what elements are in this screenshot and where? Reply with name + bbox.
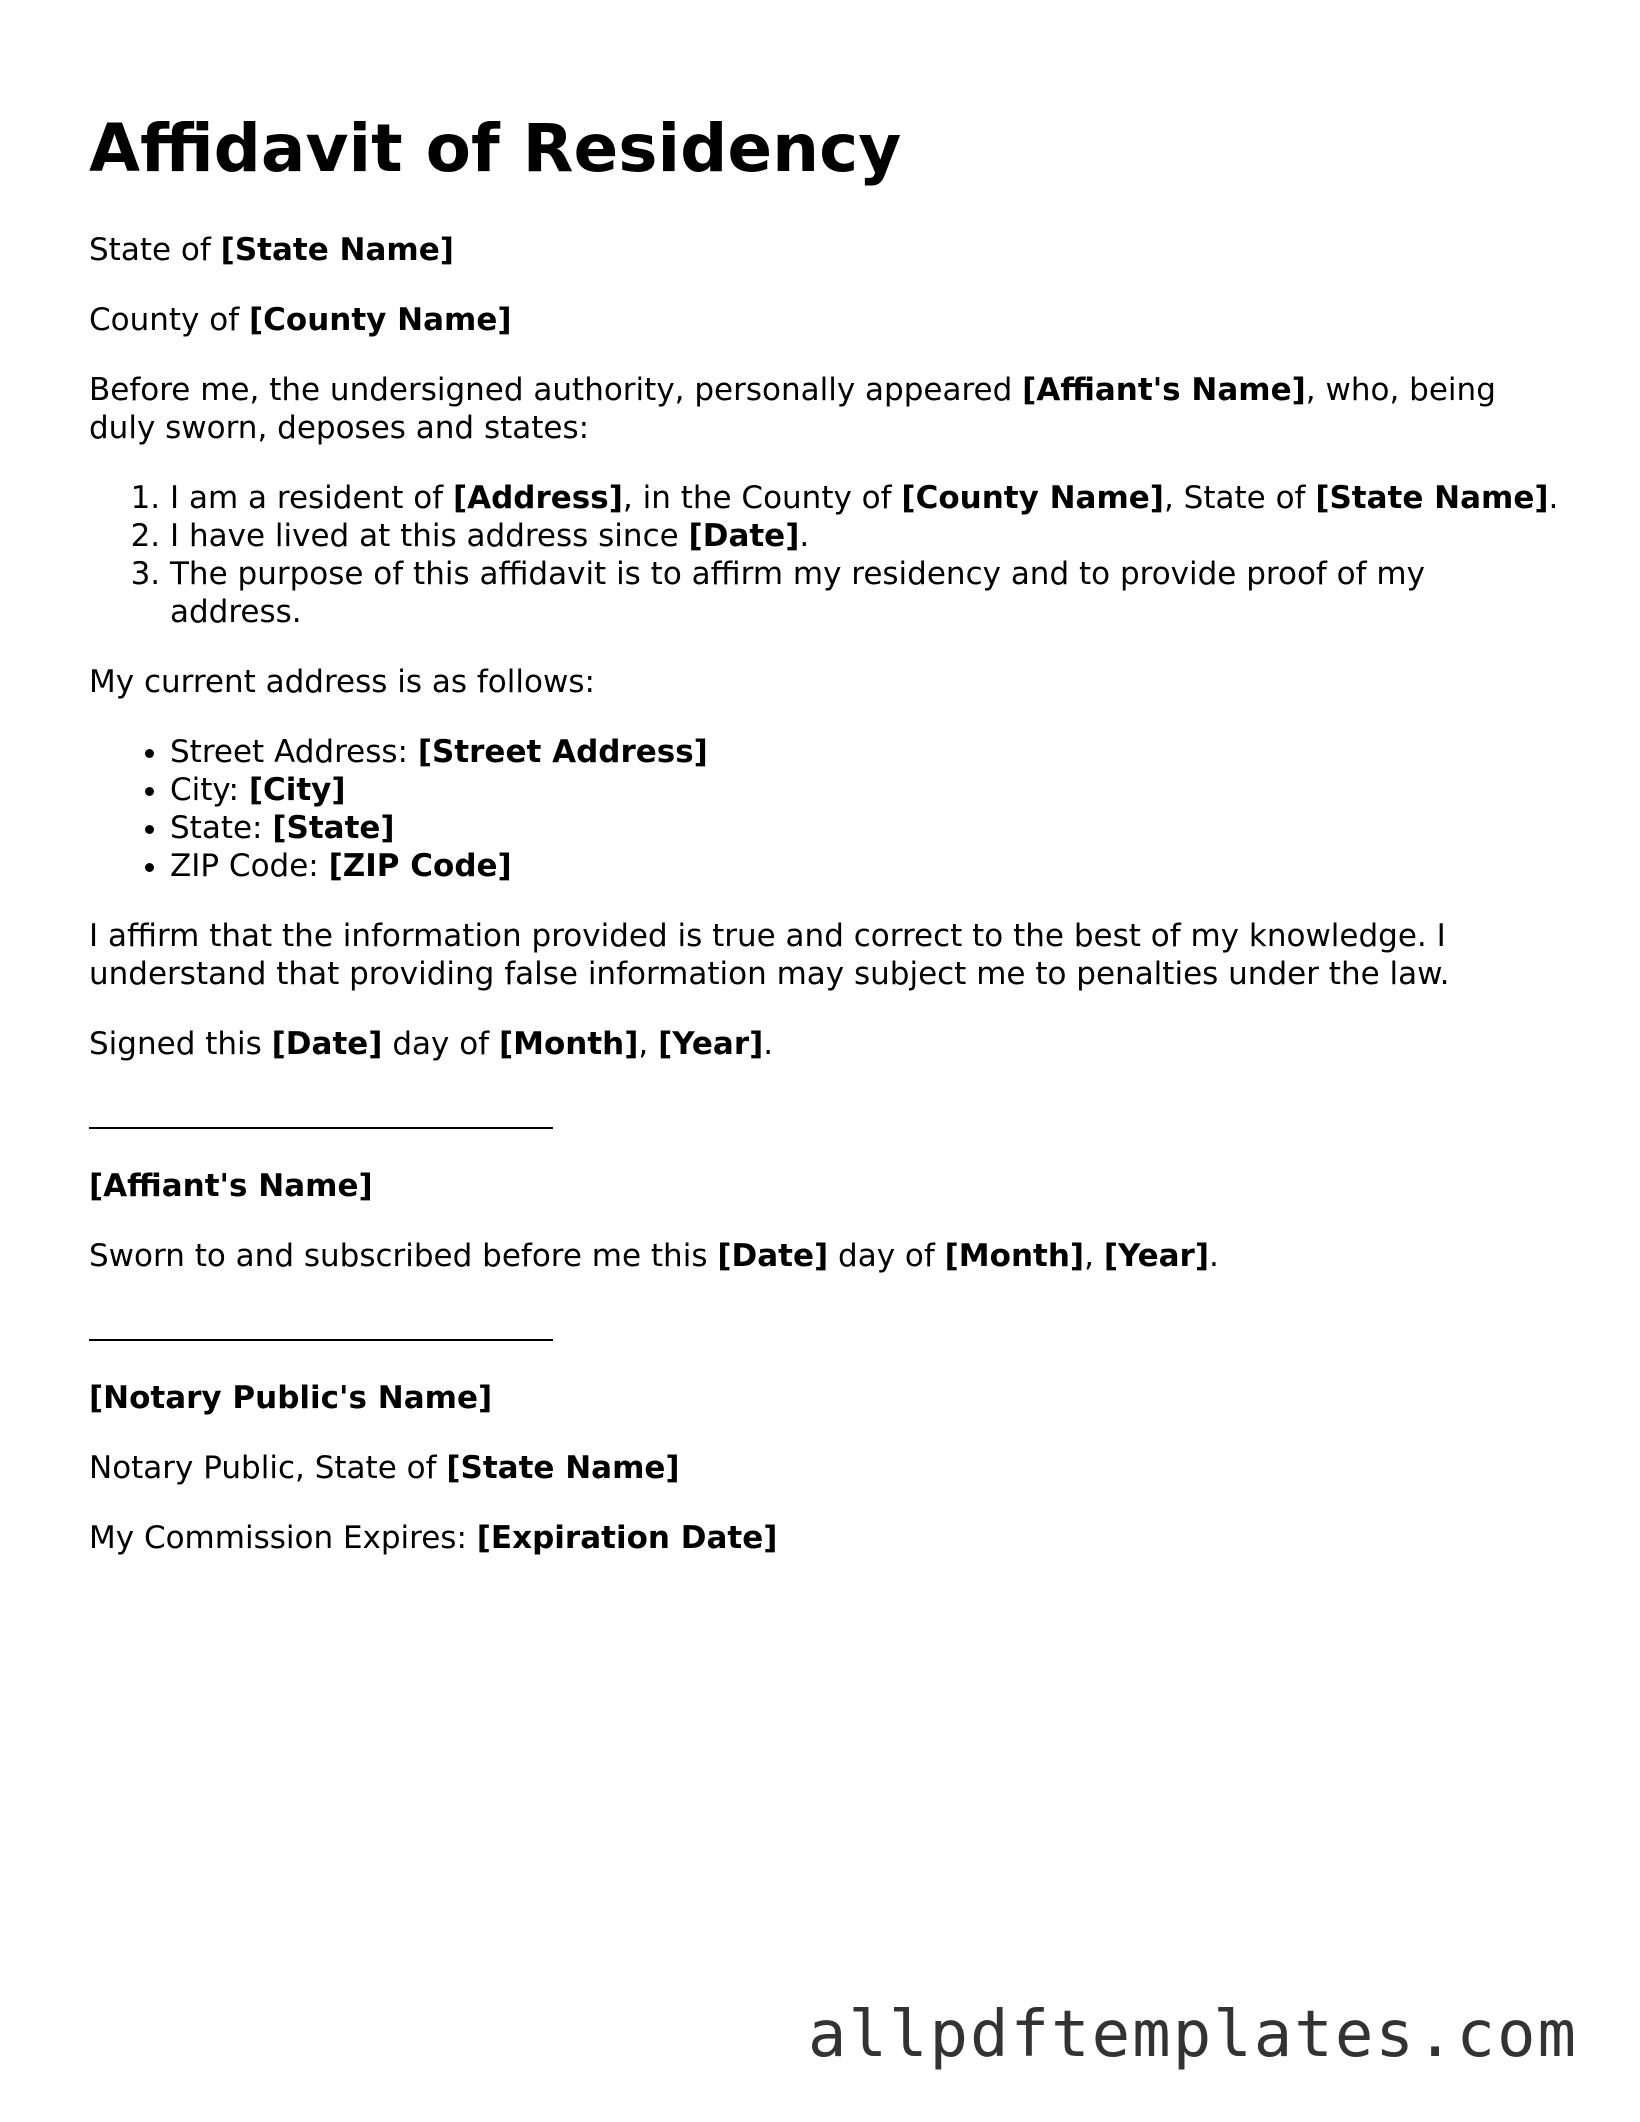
zip-placeholder: [ZIP Code]	[328, 847, 512, 884]
affirmation-paragraph: I affirm that the information provided is true and correct to the best of my knowledge. I understand that providing false information may subject me to penalties under the law.	[89, 917, 1450, 992]
affiant-name-placeholder: [Affiant's Name]	[1022, 371, 1306, 408]
document-title: Affidavit of Residency	[89, 110, 902, 187]
signed-text-b: day of	[382, 1025, 499, 1062]
street-placeholder: [Street Address]	[417, 733, 708, 770]
expiration-date-placeholder: [Expiration Date]	[476, 1519, 778, 1556]
s1-text-a: I am a resident of	[170, 479, 453, 516]
address-list	[89, 733, 1559, 885]
county-placeholder: [County Name]	[901, 479, 1164, 516]
affiant-signature-line	[89, 1095, 553, 1129]
notary-name-placeholder: [Notary Public's Name]	[89, 1379, 493, 1416]
site-watermark: allpdftemplates.com	[807, 1998, 1578, 2072]
street-label: Street Address:	[170, 733, 418, 770]
address-item-state	[170, 809, 1559, 847]
county-label: County of	[89, 301, 249, 338]
signed-line	[89, 1025, 1559, 1063]
intro-pre: Before me, the undersigned authority, personally appeared	[89, 371, 1023, 408]
signed-text-a: Signed this	[89, 1025, 272, 1062]
year-placeholder: [Year]	[1103, 1237, 1209, 1274]
commission-label: My Commission Expires:	[89, 1519, 477, 1556]
sworn-text-c: ,	[1084, 1237, 1104, 1274]
s1-text-b: , in the County of	[622, 479, 902, 516]
signed-text-c: ,	[638, 1025, 659, 1062]
address-placeholder: [Address]	[452, 479, 623, 516]
address-item-zip	[170, 847, 1559, 885]
state-placeholder: [State Name]	[220, 231, 454, 268]
date-placeholder: [Date]	[271, 1025, 383, 1062]
state-label: State of	[89, 231, 221, 268]
statement-item: 3. The purpose of this affidavit is to affirm my residency and to provide proof of my address.	[170, 555, 1559, 631]
commission-line	[89, 1519, 1559, 1557]
sworn-text-d: .	[1208, 1237, 1219, 1274]
county-line	[89, 301, 1559, 339]
month-placeholder: [Month]	[498, 1025, 639, 1062]
statement-item	[170, 517, 1559, 555]
notary-state-line	[89, 1449, 1559, 1487]
sworn-line	[89, 1237, 1559, 1275]
city-label: City:	[170, 771, 249, 808]
county-placeholder: [County Name]	[249, 301, 512, 338]
s1-text-c: , State of	[1163, 479, 1316, 516]
intro-paragraph	[89, 371, 1559, 447]
state-label: State:	[170, 809, 273, 846]
date-placeholder: [Date]	[717, 1237, 829, 1274]
sworn-text-b: day of	[828, 1237, 945, 1274]
year-placeholder: [Year]	[658, 1025, 764, 1062]
address-intro: My current address is as follows:	[89, 663, 595, 700]
affiant-name-line	[89, 1167, 1559, 1205]
intro-post: , who, being duly sworn, deposes and states:	[89, 371, 1496, 446]
notary-signature-line	[89, 1307, 553, 1341]
s1-text-d: .	[1548, 479, 1559, 516]
statements-list	[89, 479, 1559, 631]
state-placeholder: [State Name]	[446, 1449, 680, 1486]
state-placeholder: [State]	[272, 809, 395, 846]
notary-name-line	[89, 1379, 1559, 1417]
zip-label: ZIP Code:	[170, 847, 329, 884]
date-placeholder: [Date]	[688, 517, 800, 554]
statement-item	[170, 479, 1559, 517]
state-placeholder: [State Name]	[1315, 479, 1549, 516]
signed-text-d: .	[763, 1025, 774, 1062]
s2-text-a: I have lived at this address since	[170, 517, 689, 554]
state-line	[89, 231, 1559, 269]
affiant-name-placeholder: [Affiant's Name]	[89, 1167, 373, 1204]
s2-text-b: .	[799, 517, 810, 554]
address-item-city	[170, 771, 1559, 809]
month-placeholder: [Month]	[944, 1237, 1085, 1274]
document-page	[89, 108, 1559, 1589]
city-placeholder: [City]	[248, 771, 346, 808]
notary-state-label: Notary Public, State of	[89, 1449, 447, 1486]
address-item-street	[170, 733, 1559, 771]
sworn-text-a: Sworn to and subscribed before me this	[89, 1237, 718, 1274]
